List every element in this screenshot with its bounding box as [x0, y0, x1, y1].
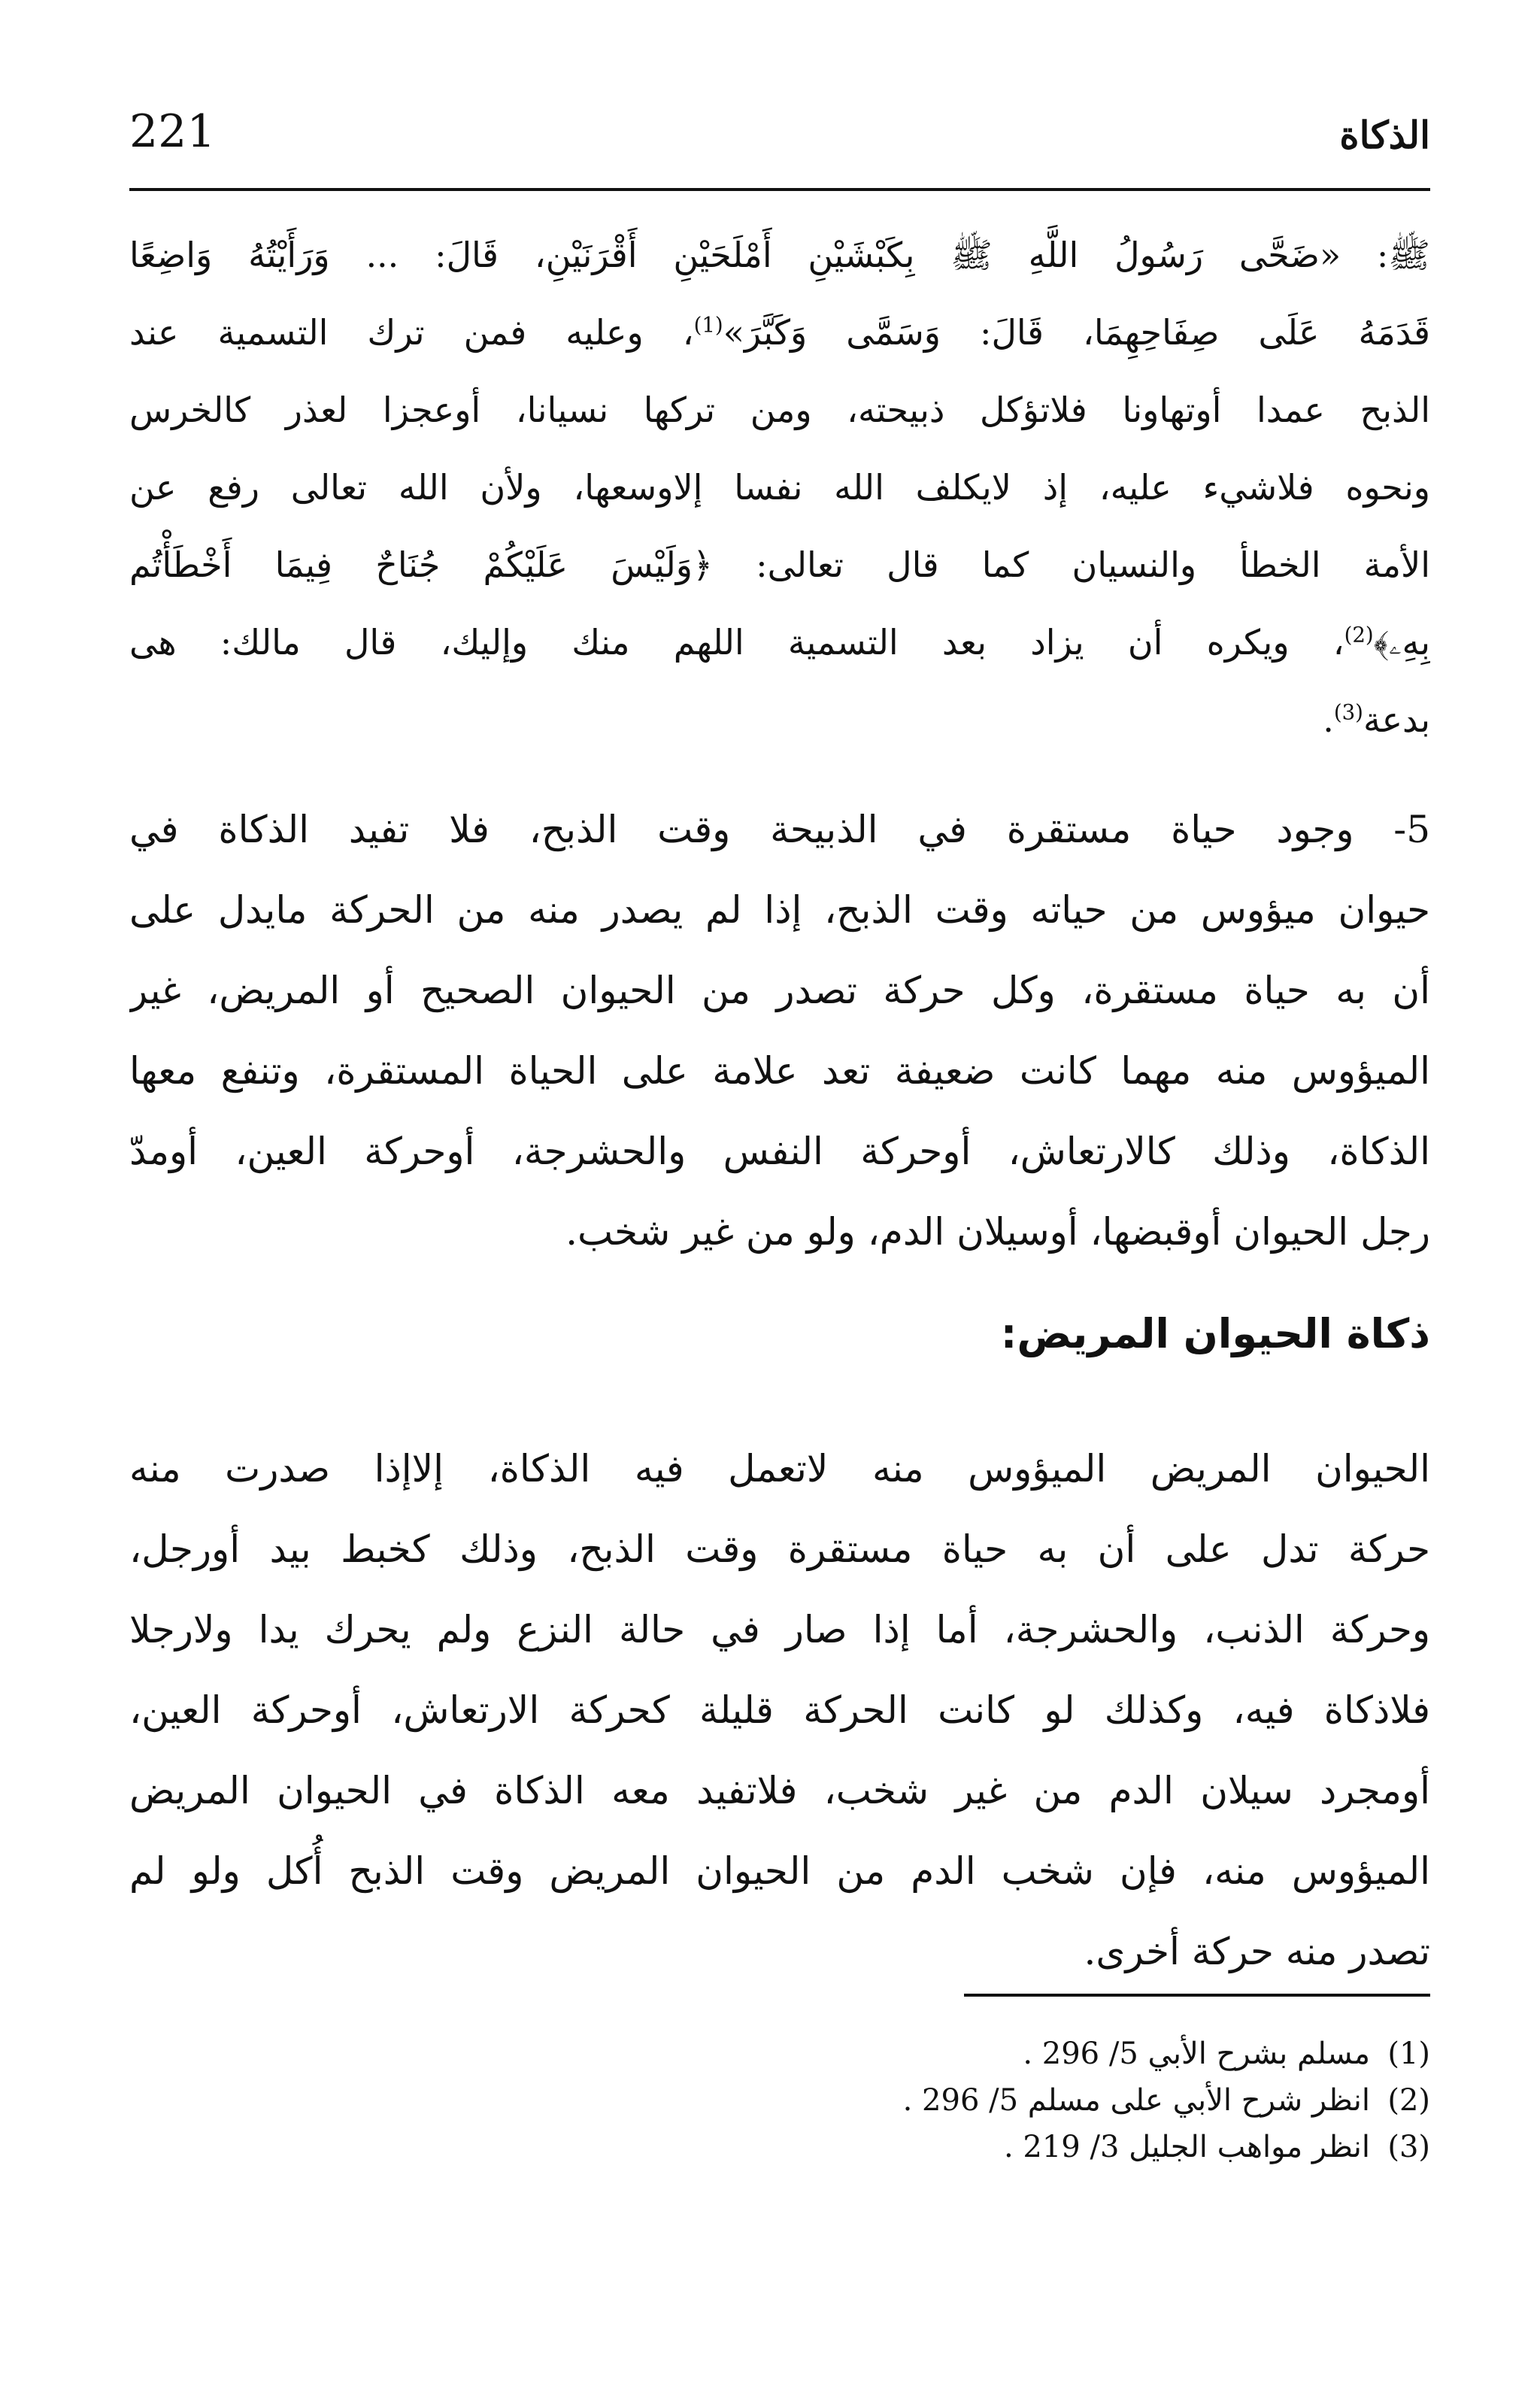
text-line: ﷺ: «ضَحَّى رَسُولُ اللَّهِ ﷺ بِكَبْشَيْنِ أَمْلَحَيْنِ أَقْرَنَيْنِ، قَالَ: ... وَرَأَيْتُهُ وَاضِعًا	[129, 235, 1430, 275]
footnote-number: (1)	[1387, 2037, 1430, 2071]
text-line: حيوان ميؤوس من حياته وقت الذبح، إذا لم يصدر منه من الحركة مايدل على	[129, 888, 1430, 932]
footnote-number: (2)	[1387, 2083, 1430, 2118]
footnotes	[678, 2030, 1430, 2170]
header-rule	[129, 188, 1430, 191]
condition-5-paragraph	[129, 790, 1430, 1272]
text-line: بِهِۦ﴾$^{(2)}$، ويكره أن يزاد بعد التسمية اللهم منك وإليك، قال مالك: هى	[129, 622, 1430, 663]
text-line: 5- وجود حياة مستقرة في الذبيحة وقت الذبح، فلا تفيد الذكاة في	[129, 808, 1430, 851]
footnote-rule	[964, 1994, 1430, 1997]
text-line: وحركة الذنب، والحشرجة، أما إذا صار في حالة النزع ولم يحرك يدا ولارجلا	[129, 1608, 1430, 1651]
text-line: ونحوه فلاشيء عليه، إذ لايكلف الله نفسا إلاوسعها، ولأن الله تعالى رفع عن	[129, 467, 1430, 508]
text-line: الأمة الخطأ والنسيان كما قال تعالى: ﴿وَلَيْسَ عَلَيْكُمْ جُنَاحٌ فِيمَا أَخْطَأْتُم	[129, 544, 1430, 585]
page-header	[129, 105, 1430, 165]
footnote-ref: (2)	[1344, 622, 1374, 648]
section-heading: ذكاة الحيوان المريض:	[1000, 1310, 1430, 1357]
text-line: الحيوان المريض الميؤوس منه لاتعمل فيه الذكاة، إلاإذا صدرت منه	[129, 1447, 1430, 1491]
footnote-text: انظر شرح الأبي على مسلم 5/ 296 .	[902, 2083, 1370, 2118]
text-line: الميؤوس منه مهما كانت ضعيفة تعد علامة على الحياة المستقرة، وتنفع معها	[129, 1049, 1430, 1093]
text-line: الذكاة، وذلك كالارتعاش، أوحركة النفس والحشرجة، أوحركة العين، أومدّ	[129, 1130, 1430, 1173]
footnote-number: (3)	[1387, 2130, 1430, 2164]
footnote-text: انظر مواهب الجليل 3/ 219 .	[1003, 2130, 1370, 2164]
text-line: أومجرد سيلان الدم من غير شخب، فلاتفيد معه الذكاة في الحيوان المريض	[129, 1769, 1430, 1812]
text-line: قَدَمَهُ عَلَى صِفَاحِهِمَا، قَالَ: وَسَمَّى وَكَبَّرَ»$^{(1)}$، وعليه فمن ترك التسمية عند	[129, 312, 1430, 353]
text-line: حركة تدل على أن به حياة مستقرة وقت الذبح، وذلك كخبط بيد أورجل،	[129, 1527, 1430, 1571]
text-line: تصدر منه حركة أخرى.	[1084, 1930, 1430, 1973]
hadith-paragraph	[129, 217, 1430, 759]
text-line: بدعة$^{(3)}$.	[1323, 699, 1430, 740]
footnote-item	[678, 2077, 1430, 2124]
text-line: أن به حياة مستقرة، وكل حركة تصدر من الحيوان الصحيح أو المريض، غير	[129, 969, 1430, 1012]
footnote-text: مسلم بشرح الأبي 5/ 296 .	[1023, 2037, 1370, 2071]
footnote-item	[678, 2124, 1430, 2170]
text-line: فلاذكاة فيه، وكذلك لو كانت الحركة قليلة كحركة الارتعاش، أوحركة العين،	[129, 1688, 1430, 1732]
page-number: 221	[129, 105, 216, 158]
footnote-item	[678, 2030, 1430, 2077]
chapter-title: الذكاة	[1339, 113, 1430, 157]
text-line: الميؤوس منه، فإن شخب الدم من الحيوان المريض وقت الذبح أُكل ولو لم	[129, 1849, 1430, 1893]
sick-animal-paragraph	[129, 1429, 1430, 1992]
footnote-ref: (1)	[693, 312, 723, 338]
text-line: الذبح عمدا أوتهاونا فلاتؤكل ذبيحته، ومن تركها نسيانا، أوعجزا لعذر كالخرس	[129, 390, 1430, 430]
text-line: رجل الحيوان أوقبضها، أوسيلان الدم، ولو من غير شخب.	[565, 1210, 1430, 1254]
footnote-ref: (3)	[1333, 699, 1363, 725]
